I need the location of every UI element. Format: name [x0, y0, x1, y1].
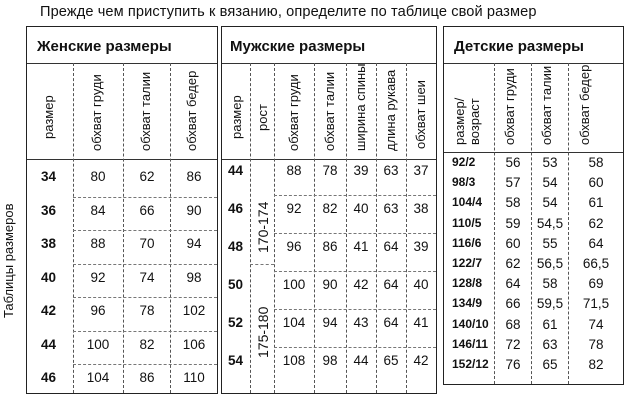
men-sizes-table: [221, 26, 437, 394]
kids-header-chest: обхват груди: [502, 68, 517, 145]
women-cell-r2-c3: 94: [186, 236, 202, 251]
kids-cell-r2-c0: 104/4: [452, 195, 483, 210]
women-cell-r5-c0: 44: [41, 336, 57, 352]
kids-cell-r3-c1: 59: [505, 215, 521, 231]
men-cell-r2-c5: 39: [413, 239, 429, 254]
kids-cell-r4-c2: 55: [542, 235, 558, 251]
men-header-neck: обхват шеи: [413, 80, 428, 149]
women-cell-r6-c3: 110: [183, 370, 205, 385]
men-cell-r4-c2: 94: [322, 315, 338, 330]
kids-cell-r1-c3: 60: [588, 175, 604, 191]
kids-cell-r10-c1: 76: [505, 357, 521, 372]
men-cell-r4-c3: 43: [353, 315, 369, 330]
kids-cell-r6-c1: 64: [505, 276, 521, 292]
kids-cell-r8-c3: 74: [588, 316, 604, 332]
kids-cell-r6-c0: 128/8: [452, 276, 483, 291]
women-cell-r0-c1: 80: [90, 169, 106, 184]
kids-cell-r1-c0: 98/3: [452, 175, 476, 190]
kids-cell-r0-c1: 56: [505, 155, 521, 170]
kids-cell-r9-c2: 63: [542, 336, 558, 352]
men-cell-r4-c0: 52: [228, 315, 244, 330]
men-header-back: ширина спины: [353, 63, 368, 151]
kids-cell-r4-c1: 60: [505, 235, 521, 251]
men-cell-r4-c1: 104: [282, 315, 306, 330]
men-cell-r5-c3: 44: [353, 353, 369, 368]
women-header-waist: обхват талии: [138, 71, 153, 151]
kids-cell-r7-c2: 59,5: [536, 296, 564, 312]
men-cell-r0-c5: 37: [413, 163, 429, 178]
men-cell-r1-c2: 82: [322, 201, 338, 216]
women-cell-r0-c3: 86: [186, 169, 202, 184]
men-cell-r5-c2: 98: [322, 353, 338, 368]
women-cell-r4-c1: 96: [90, 303, 106, 318]
women-cell-r1-c3: 90: [186, 202, 202, 218]
women-cell-r3-c0: 40: [41, 269, 57, 285]
kids-header-hips: обхват бедер: [577, 64, 592, 145]
women-title: Женские размеры: [37, 38, 172, 55]
men-cell-r2-c0: 48: [228, 239, 244, 254]
kids-cell-r2-c1: 58: [505, 195, 521, 211]
men-cell-r1-c5: 38: [413, 201, 429, 216]
men-cell-r3-c0: 50: [228, 277, 244, 292]
kids-cell-r9-c0: 146/11: [452, 336, 489, 351]
women-cell-r1-c1: 84: [90, 202, 106, 218]
kids-cell-r6-c2: 58: [542, 276, 558, 292]
men-cell-r5-c0: 54: [228, 353, 244, 368]
women-cell-r5-c1: 100: [86, 336, 110, 352]
men-header-chest: обхват груди: [286, 74, 301, 151]
men-header-sleeve: длина рукава: [383, 69, 398, 151]
men-cell-r3-c1: 100: [282, 277, 306, 292]
men-cell-r5-c5: 42: [413, 353, 429, 368]
men-cell-r5-c4: 65: [383, 353, 399, 368]
kids-cell-r8-c1: 68: [505, 316, 521, 332]
kids-header-waist: обхват талии: [539, 65, 554, 145]
women-header-chest: обхват груди: [89, 74, 104, 151]
women-cell-r5-c3: 106: [182, 336, 206, 352]
kids-title: Детские размеры: [454, 38, 584, 55]
men-cell-r2-c2: 86: [322, 239, 338, 254]
women-cell-r3-c2: 74: [139, 269, 155, 285]
kids-header-size-age: размер/ возраст: [452, 97, 482, 145]
women-cell-r3-c3: 98: [186, 269, 202, 285]
women-cell-r2-c0: 38: [41, 236, 57, 251]
kids-cell-r3-c2: 54,5: [536, 215, 564, 231]
men-header-height: рост: [255, 104, 270, 131]
women-cell-r2-c2: 70: [139, 236, 155, 251]
kids-cell-r2-c2: 54: [542, 195, 558, 211]
men-cell-r4-c4: 64: [383, 315, 399, 330]
women-cell-r4-c2: 78: [139, 303, 155, 318]
men-cell-r4-c5: 41: [413, 315, 429, 330]
kids-cell-r10-c3: 82: [588, 357, 604, 372]
men-title: Мужские размеры: [230, 38, 366, 55]
men-header-waist: обхват талии: [322, 71, 337, 151]
men-height-group-2: 175-180: [255, 306, 271, 358]
kids-cell-r3-c0: 110/5: [452, 215, 482, 230]
men-header-size: размер: [229, 95, 244, 139]
kids-sizes-table: [443, 26, 624, 385]
men-cell-r5-c1: 108: [282, 353, 306, 368]
men-cell-r2-c1: 96: [286, 239, 302, 254]
kids-cell-r0-c2: 53: [542, 155, 558, 170]
men-cell-r3-c2: 90: [322, 277, 338, 292]
men-cell-r3-c4: 64: [383, 277, 399, 292]
kids-cell-r2-c3: 61: [588, 195, 604, 211]
women-cell-r2-c1: 88: [90, 236, 106, 251]
kids-cell-r4-c0: 116/6: [452, 235, 482, 250]
men-cell-r3-c3: 42: [353, 277, 369, 292]
women-cell-r1-c2: 66: [139, 202, 155, 218]
women-cell-r0-c2: 62: [139, 169, 155, 184]
men-cell-r0-c4: 63: [383, 163, 399, 178]
men-cell-r0-c1: 88: [286, 163, 302, 178]
men-cell-r1-c4: 63: [383, 201, 399, 216]
women-cell-r4-c0: 42: [41, 303, 57, 318]
kids-cell-r5-c3: 66,5: [582, 256, 610, 271]
kids-cell-r0-c0: 92/2: [452, 155, 476, 169]
men-cell-r0-c0: 44: [228, 163, 244, 178]
men-cell-r1-c1: 92: [286, 201, 302, 216]
women-header-hips: обхват бедер: [184, 70, 199, 151]
kids-cell-r7-c1: 66: [505, 296, 521, 312]
women-cell-r0-c0: 34: [41, 169, 57, 184]
men-height-group-1: 170-174: [255, 201, 271, 253]
kids-cell-r1-c1: 57: [505, 175, 521, 191]
kids-cell-r0-c3: 58: [588, 155, 604, 170]
kids-cell-r10-c2: 65: [542, 357, 558, 372]
women-cell-r6-c0: 46: [41, 370, 57, 385]
men-cell-r3-c5: 40: [413, 277, 429, 292]
women-cell-r3-c1: 92: [90, 269, 106, 285]
women-sizes-table: [26, 26, 218, 394]
women-cell-r1-c0: 36: [41, 202, 57, 218]
kids-cell-r4-c3: 64: [588, 235, 604, 251]
men-cell-r1-c3: 40: [353, 201, 369, 216]
kids-cell-r5-c1: 62: [505, 256, 521, 271]
kids-cell-r8-c0: 140/10: [452, 316, 489, 331]
kids-cell-r5-c0: 122/7: [452, 256, 483, 270]
kids-cell-r9-c3: 78: [588, 336, 604, 352]
kids-cell-r6-c3: 69: [588, 276, 604, 292]
men-cell-r2-c3: 41: [353, 239, 369, 254]
kids-cell-r9-c1: 72: [505, 336, 521, 352]
men-cell-r2-c4: 64: [383, 239, 399, 254]
kids-cell-r10-c0: 152/12: [452, 357, 489, 371]
page-title: Прежде чем приступить к вязанию, определите по таблице свой размер: [40, 4, 537, 20]
kids-cell-r7-c0: 134/9: [452, 296, 483, 311]
men-cell-r0-c2: 78: [322, 163, 338, 178]
kids-cell-r8-c2: 61: [542, 316, 558, 332]
women-cell-r6-c1: 104: [86, 370, 110, 385]
women-cell-r5-c2: 82: [139, 336, 155, 352]
kids-cell-r5-c2: 56,5: [536, 256, 564, 271]
women-cell-r4-c3: 102: [182, 303, 206, 318]
kids-cell-r3-c3: 62: [588, 215, 604, 231]
kids-cell-r7-c3: 71,5: [582, 296, 610, 312]
men-cell-r1-c0: 46: [228, 201, 244, 216]
kids-cell-r1-c2: 54: [542, 175, 558, 191]
side-label: Таблицы размеров: [1, 203, 16, 318]
women-cell-r6-c2: 86: [139, 370, 155, 385]
men-cell-r0-c3: 39: [353, 163, 369, 178]
women-header-size: размер: [41, 95, 56, 139]
